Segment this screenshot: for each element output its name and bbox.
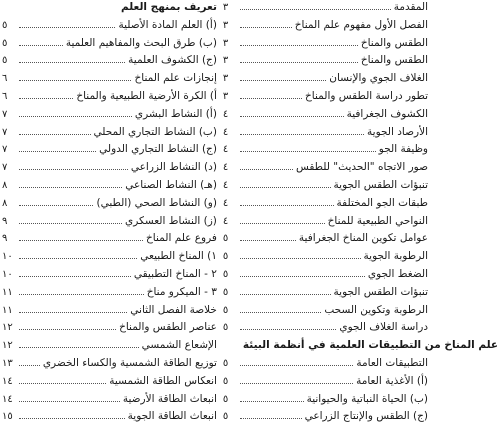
toc-entry-title: الطقس والمناخ	[360, 36, 428, 49]
toc-dot-leader	[240, 418, 302, 419]
toc-entry-title: الضغط الجوي	[367, 268, 428, 280]
toc-entry-title: طبقات الجو المختلفة	[336, 196, 428, 209]
toc-dot-leader	[19, 80, 131, 81]
toc-entry	[223, 0, 428, 15]
toc-entry-title: الرطوبة وتكوين السحب	[324, 303, 428, 316]
toc-entry	[223, 36, 428, 51]
toc-page-number: ٥	[222, 304, 229, 316]
toc-entry-title: (د) النشاط الزراعي	[130, 161, 217, 174]
toc-page-number: ٣	[222, 2, 229, 13]
toc-page-number: ١٤	[2, 393, 13, 405]
toc-entry	[223, 320, 428, 335]
toc-entry-title: عوامل تكوين المناخ الجغرافية	[298, 232, 428, 245]
toc-page-number: ٥	[222, 322, 229, 334]
toc-page-number: ٥	[222, 251, 229, 263]
toc-entry	[2, 71, 217, 86]
toc-page-number: ٥	[222, 286, 229, 298]
toc-section-heading	[223, 338, 498, 353]
toc-entry	[223, 214, 428, 229]
toc-page-number: ٨	[2, 180, 8, 191]
toc-entry	[2, 178, 217, 193]
toc-entry	[223, 178, 428, 193]
toc-entry-title: (أ) العلم المادة الأصلية	[118, 18, 217, 31]
toc-entry-title: المقدمة	[393, 1, 428, 13]
toc-entry	[223, 303, 428, 318]
toc-page-number: ١٣	[2, 358, 13, 369]
toc-dot-leader	[240, 365, 353, 366]
toc-entry	[223, 356, 428, 371]
toc-entry	[223, 125, 428, 140]
toc-entry	[2, 356, 217, 371]
toc-page-number: ٤	[222, 144, 229, 156]
toc-dot-leader	[19, 62, 125, 63]
toc-entry	[2, 53, 217, 68]
toc-dot-leader	[19, 27, 115, 28]
toc-dot-leader	[19, 98, 73, 99]
toc-entry-title: أ) الكرة الأرضية الطبيعية والمناخ	[76, 90, 217, 102]
toc-entry-title: الرطوبة الجوية	[363, 250, 428, 263]
toc-entry	[2, 214, 217, 229]
toc-entry-title: (ب) طرق البحث والمفاهيم العلمية	[65, 36, 217, 49]
toc-entry	[2, 160, 217, 175]
toc-page-number: ١١	[2, 286, 13, 298]
toc-dot-leader	[240, 98, 302, 99]
toc-dot-leader	[240, 294, 331, 295]
toc-dot-leader	[19, 401, 120, 402]
toc-dot-leader	[240, 134, 364, 135]
toc-page-number: ٦	[2, 73, 8, 85]
toc-entry-title: النواحي الطبيعية للمناخ	[327, 214, 428, 227]
toc-page-number: ٥	[222, 358, 229, 369]
toc-page-number: ١٠	[2, 269, 13, 280]
toc-entry	[2, 338, 217, 353]
toc-entry-title: انعكاس الطاقة الشمسية	[109, 374, 217, 387]
toc-entry-title: انبعاث الطاقة الجوية	[127, 410, 217, 423]
toc-entry	[2, 89, 217, 104]
toc-dot-leader	[240, 223, 325, 224]
toc-page-number: ١١	[2, 304, 13, 316]
toc-entry-title: توزيع الطاقة الشمسية والكساء الخضري	[42, 357, 217, 369]
toc-dot-leader	[19, 365, 40, 366]
toc-dot-leader	[19, 240, 143, 241]
toc-entry-title: ٣ - الميكرو مناخ	[146, 285, 217, 298]
toc-entry-title: (ز) النشاط العسكري	[125, 214, 217, 227]
toc-dot-leader	[19, 134, 91, 135]
toc-page-number: ٣	[222, 55, 229, 67]
toc-entry	[2, 320, 217, 335]
toc-dot-leader	[19, 45, 63, 46]
toc-entry-title: (ب) النشاط التجاري المحلي	[93, 125, 217, 138]
toc-dot-leader	[19, 205, 93, 206]
toc-entry-title: (ج) النشاط التجاري الدولي	[99, 143, 217, 156]
toc-dot-leader	[19, 223, 122, 224]
toc-entry-title: ١) المناخ الطبيعي	[140, 250, 217, 263]
toc-page-number: ٤	[222, 108, 229, 120]
toc-page-number: ٤	[222, 215, 229, 227]
toc-entry-title: (هـ) النشاط الصناعي	[125, 179, 217, 191]
toc-entry-title: (و) النشاط الصحي (الطبي)	[96, 196, 217, 209]
toc-entry	[2, 303, 217, 318]
toc-dot-leader	[19, 187, 122, 188]
toc-entry	[2, 107, 217, 122]
toc-page-number: ٥	[222, 233, 229, 245]
toc-entry-title: تطور دراسة الطقس والمناخ	[305, 90, 428, 102]
toc-page-number: ٥	[2, 37, 8, 49]
toc-entry-title: إنجازات علم المناخ	[134, 72, 217, 85]
toc-page-number: ١٥	[2, 411, 13, 423]
toc-entry	[223, 89, 428, 104]
toc-page-number: ٣	[222, 91, 229, 102]
toc-entry	[223, 107, 428, 122]
toc-dot-leader	[19, 383, 106, 384]
toc-page-number: ٤	[222, 162, 229, 174]
toc-entry	[223, 142, 428, 157]
toc-entry-title: صور الاتجاه "الحديث" للطقس	[295, 161, 428, 174]
toc-entry	[223, 374, 428, 389]
toc-page-number: ٧	[2, 162, 8, 174]
toc-section-heading	[2, 0, 217, 15]
toc-entry	[2, 125, 217, 140]
toc-entry	[223, 267, 428, 282]
toc-page-number: ٣	[222, 19, 229, 31]
toc-entry-title: وظيفة الجو	[378, 143, 428, 156]
toc-page-number: ١٤	[2, 375, 13, 387]
toc-page-number: ٨	[2, 197, 8, 209]
toc-entry-title: الفصل الأول مفهوم علم المناخ	[294, 18, 428, 31]
toc-entry-title: الإشعاع الشمسي	[141, 339, 217, 352]
toc-column-right	[222, 0, 498, 430]
toc-entry	[223, 409, 428, 424]
toc-dot-leader	[19, 294, 144, 295]
toc-dot-leader	[19, 169, 128, 170]
toc-entry-title: (أ) النشاط البشري	[134, 107, 217, 120]
toc-dot-leader	[19, 418, 125, 419]
toc-entry-title: عناصر الطقس والمناخ	[119, 321, 217, 334]
toc-entry	[2, 231, 217, 246]
toc-dot-leader	[240, 116, 344, 117]
toc-dot-leader	[240, 240, 296, 241]
toc-entry-title: الأرصاد الجوية	[367, 125, 428, 138]
toc-entry-title: (ب) الحياة النباتية والحيوانية	[306, 392, 428, 405]
toc-page-number: ٥	[222, 375, 229, 387]
toc-page-number: ٧	[2, 126, 8, 138]
toc-page-number: ٧	[2, 144, 8, 156]
toc-entry	[223, 160, 428, 175]
toc-entry	[223, 53, 428, 68]
toc-entry	[223, 392, 428, 407]
toc-dot-leader	[19, 276, 131, 277]
toc-entry	[2, 392, 217, 407]
toc-page-number: ٥	[2, 19, 8, 31]
toc-dot-leader	[19, 116, 132, 117]
toc-entry-title: الغلاف الجوي والإنسان	[329, 72, 428, 85]
toc-page-number: ٩	[2, 233, 8, 245]
toc-dot-leader	[240, 401, 304, 402]
toc-entry-title: الكشوف الجغرافية	[346, 107, 428, 120]
toc-entry	[2, 374, 217, 389]
toc-dot-leader	[240, 258, 361, 259]
toc-page-number: ٥	[222, 411, 229, 423]
toc-page-number: ١٢	[2, 322, 13, 334]
toc-entry	[2, 249, 217, 264]
toc-entry	[2, 18, 217, 33]
toc-entry-title: تنبؤات الطقس الجوية	[333, 285, 428, 298]
toc-dot-leader	[240, 312, 321, 313]
toc-entry	[2, 196, 217, 211]
toc-dot-leader	[240, 151, 376, 152]
toc-entry-title: ٢ - المناخ التطبيقي	[133, 268, 217, 280]
toc-entry-title: تنبؤات الطقس الجوية	[333, 179, 428, 191]
toc-page-number: ٤	[222, 126, 229, 138]
toc-entry-title: انبعاث الطاقة الأرضية	[122, 392, 217, 405]
toc-dot-leader	[240, 62, 358, 63]
toc-entry	[223, 196, 428, 211]
toc-entry-title: تعريف بمنهج العلم	[121, 1, 217, 13]
toc-entry	[223, 285, 428, 300]
toc-page-number: ٥	[222, 269, 229, 280]
toc-entry-title: (ج) الطقس والإنتاج الزراعي	[304, 410, 428, 423]
toc-entry-title: الطقس والمناخ	[360, 54, 428, 67]
toc-entry	[2, 36, 217, 51]
toc-dot-leader	[240, 27, 292, 28]
toc-dot-leader	[19, 312, 127, 313]
toc-page-number: ١٠	[2, 251, 13, 263]
toc-entry-title: فروع علم المناخ	[146, 232, 217, 245]
toc-page-number: ٣	[222, 37, 229, 49]
toc-entry	[2, 267, 217, 282]
toc-dot-leader	[240, 187, 331, 188]
toc-page-number: ٥	[222, 393, 229, 405]
toc-entry	[223, 18, 428, 33]
toc-dot-leader	[19, 151, 96, 152]
toc-dot-leader	[240, 329, 336, 330]
toc-dot-leader	[240, 45, 358, 46]
toc-entry	[223, 71, 428, 86]
toc-entry	[223, 249, 428, 264]
toc-dot-leader	[240, 205, 334, 206]
toc-dot-leader	[240, 276, 365, 277]
toc-entry	[223, 231, 428, 246]
toc-entry-title: (أ) الأغذية العامة	[356, 374, 428, 387]
toc-dot-leader	[240, 383, 353, 384]
toc-dot-leader	[240, 80, 326, 81]
toc-page-number: ١٢	[2, 340, 13, 352]
toc-entry-title: خلاصة الفصل الثاني	[130, 303, 217, 316]
toc-entry-title: (ج) الكشوف العلمية	[128, 54, 217, 67]
toc-entry	[2, 409, 217, 424]
toc-page-number: ٤	[222, 180, 229, 191]
toc-dot-leader	[19, 347, 139, 348]
toc-dot-leader	[240, 169, 293, 170]
toc-page-number: ٧	[2, 108, 8, 120]
toc-page-number: ٣	[222, 73, 229, 85]
toc-dot-leader	[19, 329, 116, 330]
toc-dot-leader	[240, 9, 391, 10]
toc-dot-leader	[19, 258, 137, 259]
toc-page-number: ٦	[2, 91, 8, 102]
toc-entry	[2, 142, 217, 157]
toc-page-number: ٥	[2, 55, 8, 67]
toc-entry	[2, 285, 217, 300]
toc-page-number: ٩	[2, 215, 8, 227]
toc-entry-title: علم المناخ من التطبيقات العلمية في أنظمة البيئة	[242, 339, 498, 352]
toc-entry-title: دراسة الغلاف الجوي	[339, 321, 428, 334]
toc-column-left	[2, 0, 217, 430]
toc-entry-title: التطبيقات العامة	[356, 357, 428, 369]
toc-page-number: ٤	[222, 197, 229, 209]
